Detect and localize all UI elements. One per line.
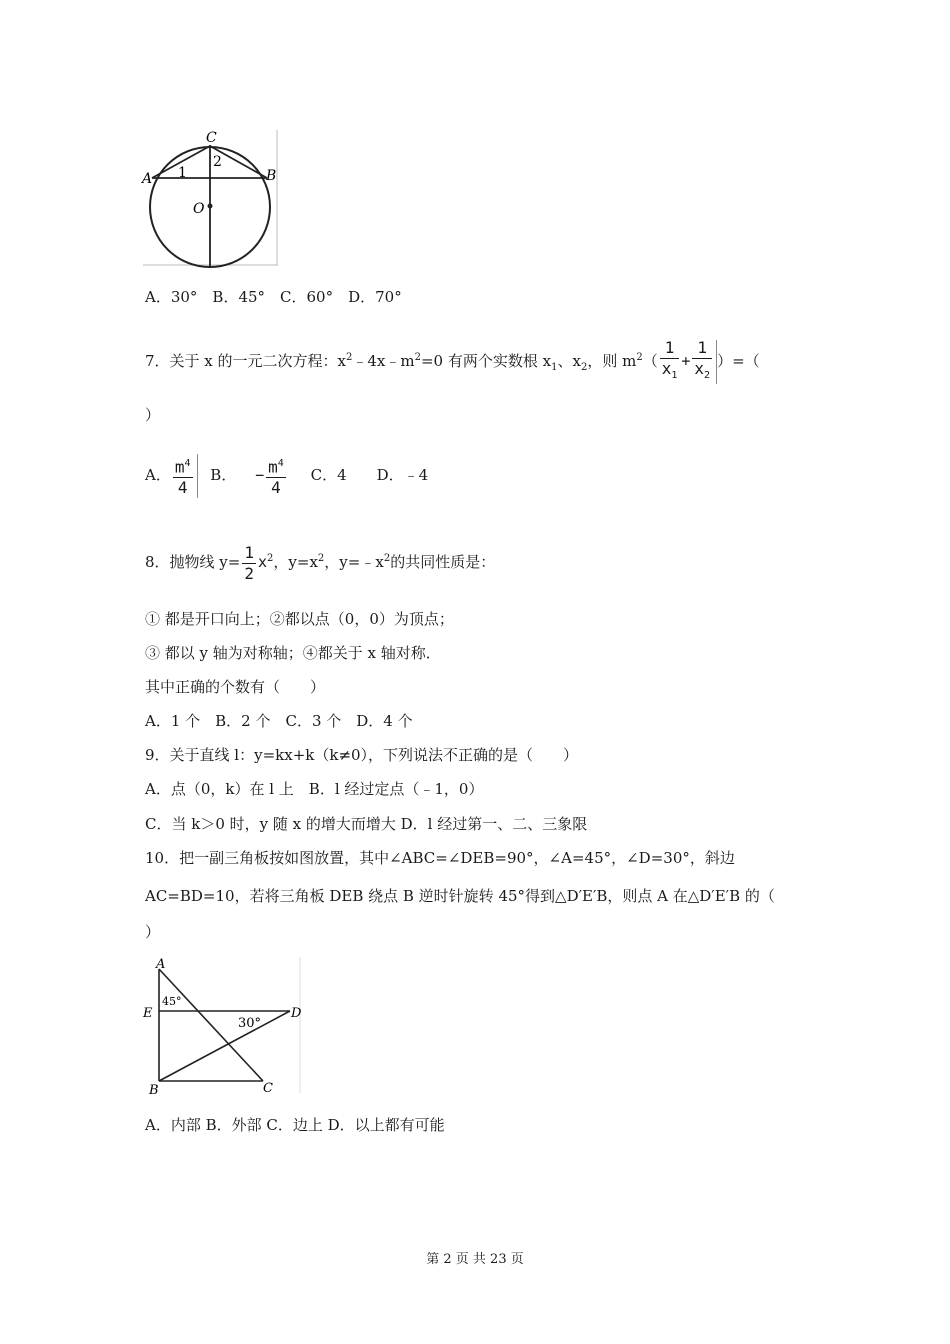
- q7-fraction-2: $\frac{1}{x_2}$: [694, 338, 711, 382]
- q9-options-cd: C．当 k＞0 时，y 随 x 的增大而增大 D．l 经过第一、二、三象限: [145, 815, 588, 833]
- page-footer: 第 2 页 共 23 页: [426, 1252, 524, 1267]
- q7-stem: 7．关于 x 的一元二次方程：$x^2﹣4x﹣m^2=0$ 有两个实数根 $x_1$、$x_2$，则 $m^2$（ $\frac{1}{x_1}$ + $\frac{1}{x_2}$ ）=（: [145, 338, 760, 388]
- q10-triangle-figure: [140, 955, 310, 1097]
- label-d: D: [291, 1006, 302, 1021]
- q10-line-1: 10．把一副三角板按如图放置，其中∠ABC=∠DEB=90°，∠A=45°，∠D=30°，斜边: [145, 849, 735, 867]
- label-angle-2: 2: [213, 154, 222, 170]
- q8-line-1: ① 都是开口向上；②都以点（0，0）为顶点；: [145, 610, 454, 628]
- q8-options: A．1 个 B．2 个 C．3 个 D．4 个: [145, 712, 413, 730]
- label-b: B: [266, 168, 277, 184]
- label-a: A: [156, 957, 166, 972]
- q7-close-paren: ）: [145, 406, 161, 424]
- label-angle-30: 30°: [238, 1016, 262, 1031]
- q6-circle-figure: [140, 128, 282, 270]
- q7-fraction-1: $\frac{1}{x_1}$: [661, 338, 678, 382]
- q8-fraction-half: $\frac{1}{2}$: [244, 542, 254, 583]
- q8-line-2: ③ 都以 y 轴为对称轴；④都关于 x 轴对称．: [145, 644, 441, 662]
- label-angle-1: 1: [178, 165, 187, 181]
- q8-line-3: 其中正确的个数有（ ）: [145, 678, 326, 696]
- center-dot: [208, 204, 213, 209]
- label-angle-45: 45°: [162, 995, 182, 1008]
- label-c: C: [206, 130, 217, 146]
- side-bd: [159, 1011, 290, 1081]
- q7-option-b-fraction: $\frac{m^4}{4}$: [266, 454, 286, 498]
- q7-option-a-fraction: $\frac{m^4}{4}$: [173, 454, 193, 498]
- q9-stem: 9．关于直线 l：y=kx+k（k≠0），下列说法不正确的是（ ）: [145, 746, 579, 764]
- label-o: O: [193, 201, 205, 217]
- q10-line-3: ）: [145, 923, 161, 941]
- q6-options: A．30° B．45° C．60° D．70°: [145, 288, 402, 306]
- label-a: A: [142, 171, 153, 187]
- label-b: B: [149, 1083, 159, 1097]
- q10-line-2: AC=BD=10，若将三角板 DEB 绕点 B 逆时针旋转 45°得到△D′E′B，则点 A 在△D′E′B 的（: [145, 887, 775, 905]
- q8-stem: 8．抛物线 y= $\frac{1}{2}$ $x^2$，$y=x^2$，$y=﹣x^2$的共同性质是：: [145, 542, 496, 583]
- label-e: E: [143, 1006, 153, 1021]
- label-c: C: [263, 1081, 273, 1096]
- q10-options: A．内部 B．外部 C．边上 D．以上都有可能: [145, 1116, 445, 1134]
- q9-options-ab: A．点（0，k）在 l 上 B．l 经过定点（﹣1，0）: [145, 780, 484, 798]
- q7-options: A． $\frac{m^4}{4}$ B． − $\frac{m^4}{4}$ C．4 D．﹣4: [145, 452, 428, 498]
